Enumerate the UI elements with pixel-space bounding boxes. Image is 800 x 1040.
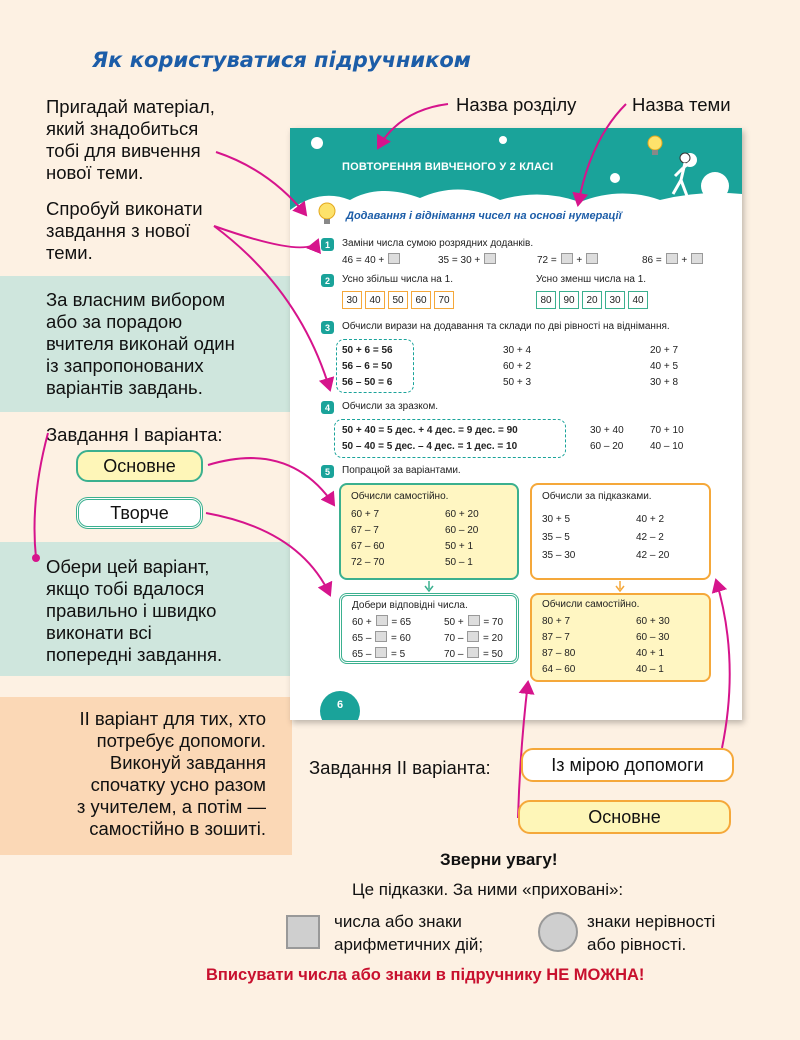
- task5-box-hints: [530, 483, 711, 580]
- task3-col3: 20 + 7 40 + 5 30 + 8: [650, 345, 679, 388]
- cell: 80: [536, 291, 556, 309]
- topic-lightbulb-icon: [315, 200, 339, 226]
- task3-sample: 50 + 6 = 56 56 – 6 = 50 56 – 50 = 6: [342, 345, 393, 388]
- arrow-down-icon: [615, 581, 625, 593]
- box-col-b: 50 + = 70 70 – = 20 70 – = 50: [444, 617, 504, 660]
- arrow-down-icon: [424, 581, 434, 593]
- task2-left-text: Усно збільш числа на 1.: [342, 274, 453, 285]
- task4-col2: 30 + 40 60 – 20: [590, 425, 624, 452]
- placeholder-square-icon: [286, 915, 320, 949]
- topic-title: Додавання і віднімання чисел на основі нумерації: [346, 210, 622, 222]
- label-topic-name: Назва теми: [632, 94, 731, 115]
- box-col-b: 40 + 2 42 – 2 42 – 20: [636, 514, 670, 561]
- note-recall: Пригадай матеріал, який знадобиться тобі для вивчення нової теми.: [46, 96, 215, 183]
- note-choose-this: Обери цей варіант, якщо тобі вдалося правильно і швидко виконати всі попередні завдання.: [46, 556, 223, 665]
- box-col-a: 60 + = 65 65 – = 60 65 – = 5: [352, 617, 412, 660]
- task4-number: 4: [321, 401, 334, 414]
- attention-heading: Зверни увагу!: [440, 850, 558, 869]
- task2-right-text: Усно зменш числа на 1.: [536, 274, 647, 285]
- task5-box-creative: [339, 593, 519, 664]
- cell: 60: [411, 291, 431, 309]
- box-title: Обчисли самостійно.: [351, 491, 449, 502]
- task5-text: Попрацюй за варіантами.: [342, 465, 461, 476]
- circle-legend: знаки нерівності або рівності.: [587, 912, 716, 954]
- cell: 40: [628, 291, 648, 309]
- cell: 30: [605, 291, 625, 309]
- task2-left-cells: [342, 291, 454, 309]
- square-legend: числа або знаки арифметичних дій;: [334, 912, 484, 954]
- note-try: Спробуй виконати завдання з нової теми.: [46, 198, 203, 263]
- cell: 40: [365, 291, 385, 309]
- textbook-page: [290, 128, 742, 720]
- variant1-label: Завдання І варіанта:: [46, 424, 223, 445]
- variant2-label: Завдання ІІ варіанта:: [309, 757, 491, 778]
- task1-expr-3: 72 = +: [537, 253, 599, 266]
- variant1-creative-pill: Творче: [76, 497, 203, 529]
- task3-text: Обчисли вирази на додавання та склади по дві рівності на віднімання.: [342, 321, 670, 332]
- box-title: Обчисли за підказками.: [542, 491, 652, 502]
- box-col-a: 60 + 7 67 – 7 67 – 60 72 – 70: [351, 509, 385, 568]
- task2-right-cells: [536, 291, 648, 309]
- variant2-help-pill: Із мірою допомоги: [521, 748, 734, 782]
- task1-expr-2: 35 = 30 +: [438, 253, 497, 266]
- note-variant2: ІІ варіант для тих, хто потребує допомоги. Виконуй завдання спочатку усно разом з учителем, а потім — самостійно в зошиті.: [76, 708, 266, 839]
- page-header: [290, 128, 742, 210]
- note-choice: За власним вибором або за порадою вчителя виконай один із запропонованих варіантів завдань.: [46, 289, 235, 398]
- cell: 20: [582, 291, 602, 309]
- page-title: Як користуватися підручником: [92, 48, 471, 72]
- box-col-a: 30 + 5 35 – 5 35 – 30: [542, 514, 576, 561]
- task1-expr-1: 46 = 40 +: [342, 253, 401, 266]
- task4-text: Обчисли за зразком.: [342, 401, 438, 412]
- section-title: ПОВТОРЕННЯ ВИВЧЕНОГО У 2 КЛАСІ: [342, 161, 554, 173]
- box-col-b: 60 + 30 60 – 30 40 + 1 40 – 1: [636, 616, 670, 675]
- cell: 50: [388, 291, 408, 309]
- task3-col2: 30 + 4 60 + 2 50 + 3: [503, 345, 532, 388]
- variant2-basic-pill: Основне: [518, 800, 731, 834]
- cell: 90: [559, 291, 579, 309]
- task2-number: 2: [321, 274, 334, 287]
- task4-sample: 50 + 40 = 5 дес. + 4 дес. = 9 дес. = 90 50 – 40 = 5 дес. – 4 дес. = 1 дес. = 10: [342, 425, 518, 452]
- task1-expr-4: 86 = +: [642, 253, 704, 266]
- page-number: 6: [320, 691, 360, 720]
- task1-text: Заміни числа сумою розрядних доданків.: [342, 238, 534, 249]
- cell: 70: [434, 291, 454, 309]
- warning-text: Вписувати числа або знаки в підручнику НЕ МОЖНА!: [206, 966, 645, 984]
- lightbulb-icon: [646, 134, 664, 158]
- box-title: Обчисли самостійно.: [542, 599, 640, 610]
- hint-text: Це підказки. За ними «приховані»:: [352, 880, 624, 899]
- placeholder-circle-icon: [538, 912, 578, 952]
- task5-number: 5: [321, 465, 334, 478]
- variant1-basic-pill: Основне: [76, 450, 203, 482]
- task5-box-basic-2: [530, 593, 711, 682]
- task3-number: 3: [321, 321, 334, 334]
- task1-number: 1: [321, 238, 334, 251]
- task4-col3: 70 + 10 40 – 10: [650, 425, 684, 452]
- box-col-b: 60 + 20 60 – 20 50 + 1 50 – 1: [445, 509, 479, 568]
- label-section-name: Назва розділу: [456, 94, 577, 115]
- box-title: Добери відповідні числа.: [352, 600, 468, 611]
- cell: 30: [342, 291, 362, 309]
- box-col-a: 80 + 7 87 – 7 87 – 80 64 – 60: [542, 616, 576, 675]
- task5-box-basic-1: [339, 483, 519, 580]
